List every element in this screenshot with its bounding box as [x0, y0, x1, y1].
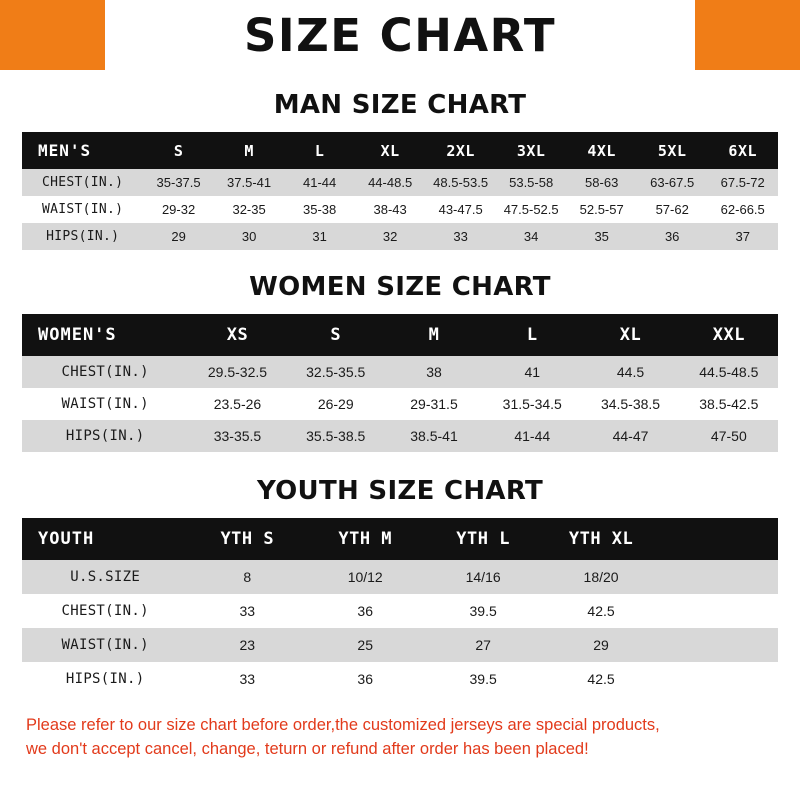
notice-line-1: Please refer to our size chart before order,the customized jerseys are special products, [26, 716, 660, 734]
cell [660, 560, 778, 594]
cell: 37.5-41 [227, 175, 272, 190]
cell: 57-62 [655, 202, 689, 217]
cell: 38.5-41 [410, 428, 458, 444]
cell: 41-44 [302, 175, 337, 190]
cell: 63-67.5 [650, 175, 695, 190]
col-header: WOMEN'S [38, 325, 117, 345]
col-header: 4XL [587, 141, 616, 160]
table-row [22, 388, 778, 420]
cell: 47.5-52.5 [503, 202, 559, 217]
row-label: HIPS(IN.) [46, 229, 120, 244]
col-header: YTH XL [568, 529, 634, 549]
table-row [22, 223, 778, 250]
cell: 38.5-42.5 [699, 396, 759, 412]
cell: 29-31.5 [410, 396, 458, 412]
col-header: M [244, 141, 254, 160]
col-header: L [314, 141, 325, 160]
row-label: CHEST(IN.) [42, 175, 124, 190]
page-title: SIZE CHART [243, 8, 557, 62]
cell: 32-35 [232, 202, 266, 217]
col-header: YTH M [338, 529, 393, 549]
cell: 33 [239, 603, 256, 619]
table-row [22, 356, 778, 388]
cell: 33 [453, 229, 468, 244]
col-header: S [330, 325, 342, 345]
table-header-row [22, 132, 778, 169]
cell: 33 [239, 671, 256, 687]
cell: 36 [357, 603, 373, 619]
cell: 53.5-58 [509, 175, 554, 190]
cell: 30 [241, 229, 257, 244]
cell: 10/12 [347, 569, 383, 585]
table-row [22, 169, 778, 196]
row-label: CHEST(IN.) [61, 603, 149, 619]
cell: 38-43 [373, 202, 407, 217]
col-header: XS [226, 325, 249, 345]
row-label: HIPS(IN.) [65, 428, 145, 444]
table-row [22, 196, 778, 223]
cell: 58-63 [585, 175, 619, 190]
table-header-row [22, 518, 778, 560]
header-banner [0, 0, 800, 70]
cell: 31 [312, 229, 327, 244]
man-section-title: MAN SIZE CHART [273, 90, 527, 120]
cell: 29 [593, 637, 609, 653]
cell: 35-37.5 [156, 175, 201, 190]
youth-size-table [22, 518, 778, 696]
cell: 33-35.5 [213, 428, 262, 444]
cell: 14/16 [465, 569, 501, 585]
col-header: L [526, 325, 538, 345]
cell: 44-48.5 [368, 175, 413, 190]
cell: 8 [243, 569, 252, 585]
table-row [22, 420, 778, 452]
row-label: WAIST(IN.) [61, 637, 149, 653]
notice-line-2: we don't accept cancel, change, teturn or refund after order has been placed! [26, 739, 589, 758]
cell: 47-50 [710, 428, 747, 444]
col-header: YOUTH [38, 529, 95, 549]
cell: 38 [426, 364, 442, 380]
cell: 41 [524, 364, 541, 380]
cell: 52.5-57 [579, 202, 624, 217]
row-label: HIPS(IN.) [65, 671, 145, 687]
col-header: XL [619, 325, 642, 345]
row-label: U.S.SIZE [70, 569, 141, 585]
col-header: 5XL [657, 141, 687, 160]
notice-text [22, 714, 778, 762]
cell: 44.5-48.5 [699, 364, 759, 380]
women-section-title: WOMEN SIZE CHART [249, 272, 551, 302]
row-label: WAIST(IN.) [42, 202, 124, 217]
cell [660, 662, 778, 696]
cell: 42.5 [587, 603, 615, 619]
col-header [660, 518, 778, 560]
cell [660, 594, 778, 628]
cell: 48.5-53.5 [433, 175, 489, 190]
cell: 25 [357, 637, 373, 653]
cell: 29 [171, 229, 186, 244]
cell: 39.5 [469, 671, 497, 687]
col-header: YTH L [456, 529, 510, 549]
cell: 26-29 [317, 396, 354, 412]
col-header: 2XL [446, 141, 475, 160]
col-header: XXL [712, 325, 745, 345]
cell: 32 [382, 229, 398, 244]
youth-section-title: YOUTH SIZE CHART [256, 476, 544, 506]
man-size-table [22, 132, 778, 250]
cell: 44.5 [616, 364, 645, 380]
col-header: XL [380, 141, 400, 160]
cell: 67.5-72 [720, 175, 765, 190]
table-header-row [22, 314, 778, 356]
cell: 34 [523, 229, 539, 244]
col-header: S [173, 141, 184, 160]
cell: 41-44 [514, 428, 551, 444]
cell: 23 [239, 637, 256, 653]
col-header: 3XL [516, 141, 546, 160]
cell: 36 [664, 229, 680, 244]
cell: 39.5 [469, 603, 497, 619]
cell: 27 [475, 637, 491, 653]
table-row [22, 594, 778, 628]
cell: 23.5-26 [213, 396, 262, 412]
cell: 34.5-38.5 [600, 396, 661, 412]
cell: 29.5-32.5 [207, 364, 268, 380]
cell: 35 [594, 229, 609, 244]
cell: 18/20 [583, 569, 619, 585]
cell: 32.5-35.5 [306, 364, 366, 380]
col-header: M [428, 325, 440, 345]
cell: 43-47.5 [438, 202, 483, 217]
cell: 44-47 [612, 428, 649, 444]
cell: 29-32 [161, 202, 196, 217]
cell: 36 [357, 671, 373, 687]
col-header: 6XL [728, 141, 758, 160]
cell: 35-38 [302, 202, 337, 217]
table-row [22, 560, 778, 594]
content-area [0, 70, 800, 800]
table-row [22, 628, 778, 662]
cell: 35.5-38.5 [306, 428, 366, 444]
row-label: CHEST(IN.) [61, 364, 149, 380]
cell: 42.5 [587, 671, 615, 687]
cell: 62-66.5 [720, 202, 765, 217]
header-banner-inner [105, 0, 695, 70]
women-size-table [22, 314, 778, 452]
cell: 37 [735, 229, 750, 244]
table-row [22, 662, 778, 696]
cell: 31.5-34.5 [502, 396, 562, 412]
col-header: MEN'S [38, 141, 92, 160]
col-header: YTH S [220, 529, 275, 549]
cell [660, 628, 778, 662]
row-label: WAIST(IN.) [61, 396, 149, 412]
